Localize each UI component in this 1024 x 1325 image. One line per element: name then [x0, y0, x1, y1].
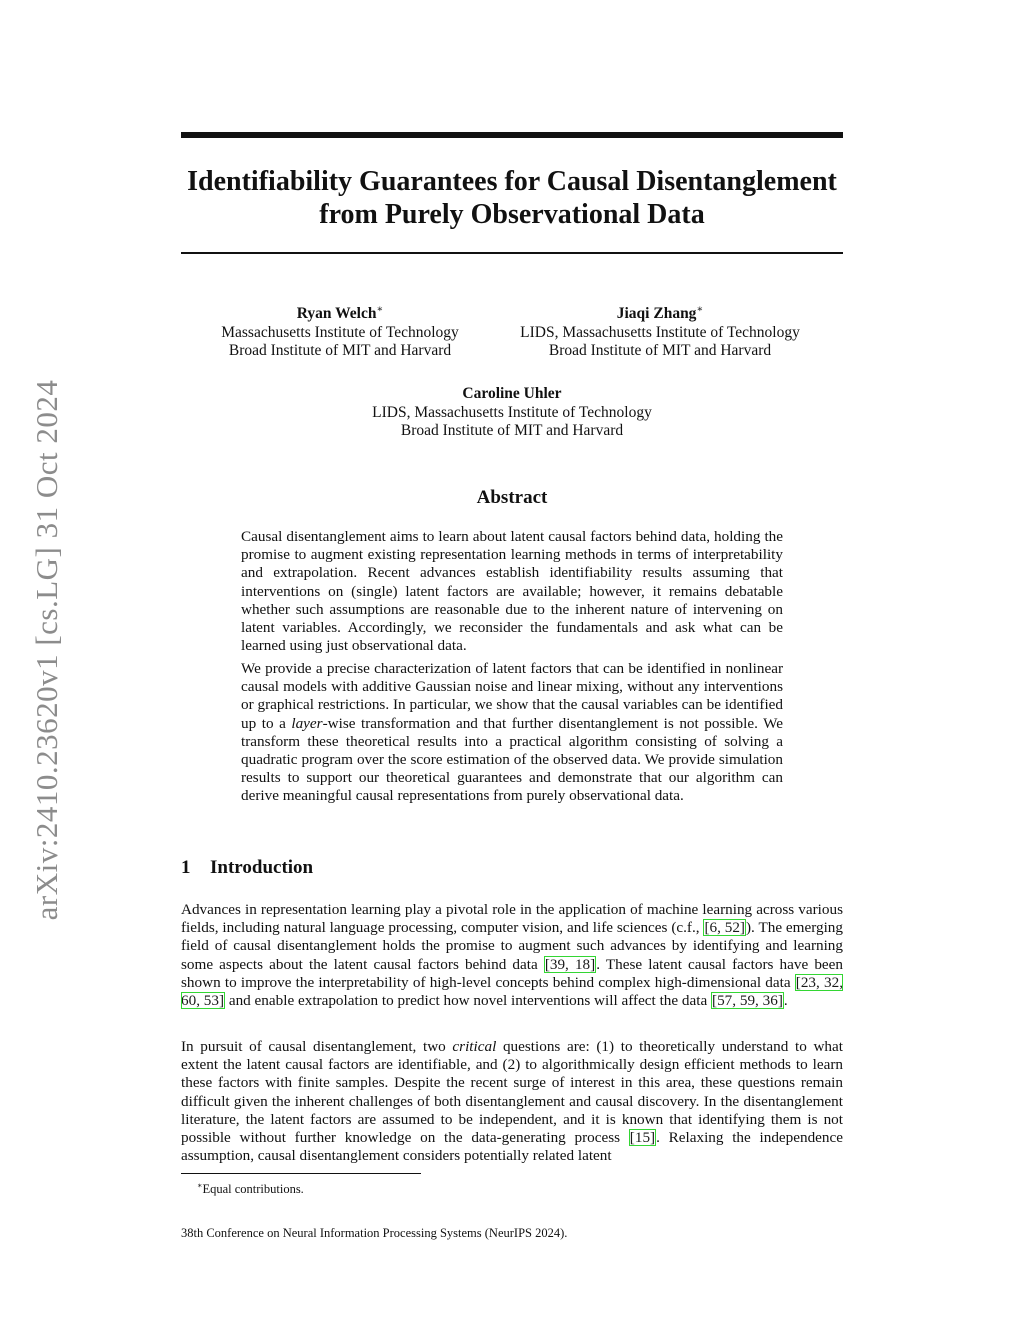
- title-line-2: from Purely Observational Data: [319, 199, 705, 230]
- author-name: Ryan Welch: [296, 305, 377, 323]
- author-affiliation: LIDS, Massachusetts Institute of Technology: [372, 403, 652, 421]
- section-title: Introduction: [210, 857, 314, 878]
- author-block-zhang: [490, 301, 830, 361]
- author-affiliation: Massachusetts Institute of Technology: [221, 323, 459, 341]
- citation-link[interactable]: [57, 59, 36]: [712, 992, 783, 1010]
- citation-link[interactable]: [23, 32, 60, 53]: [181, 973, 843, 1010]
- section-heading-introduction: [181, 857, 313, 879]
- abstract-heading: Abstract: [476, 487, 548, 508]
- emphasis-layer: layer: [291, 714, 323, 732]
- intro-paragraph-1: Advances in representation learning play a pivotal role in the application of machine learning across various fields, including natural language processing, computer vision, and life sciences (c.f., [6, 52]). The emerging field of causal disentanglement holds the promise to augment such advances by identifying and learning some aspects about the latent causal factors behind data [39, 18]. These latent causal factors have been shown to improve the interpretability of high-level concepts behind complex high-dimensional data [23, 32, 60, 53] and enable extrapolation to predict how novel interventions will affect the data [57, 59, 36].: [181, 901, 843, 1010]
- abstract-paragraph-2: We provide a precise characterization of latent factors that can be identified in nonlinear causal models with additive Gaussian noise and linear mixing, without any interventions or graphical restrictions. In particular, we show that the causal variables can be identified up to a layer-wise transformation and that further disentanglement is not possible. We transform these theoretical results into a practical algorithm consisting of solving a quadratic program over the score estimation of the observed data. We provide simulation results to support our theoretical guarantees and demonstrate that our algorithm can derive meaningful causal representations from purely observational data.: [241, 660, 783, 805]
- equal-contrib-mark: ∗: [696, 304, 704, 315]
- author-block-uhler: [312, 385, 712, 441]
- title-rule-bottom: [181, 252, 843, 254]
- author-block-welch: [180, 301, 500, 361]
- author-affiliation: Broad Institute of MIT and Harvard: [228, 342, 452, 360]
- title-line-1: Identifiability Guarantees for Causal Disentanglement: [187, 166, 837, 197]
- footnote: [197, 1178, 304, 1197]
- arxiv-sidebar-stamp: [28, 355, 66, 945]
- citation-link[interactable]: [6, 52]: [704, 919, 745, 937]
- author-affiliation: Broad Institute of MIT and Harvard: [548, 342, 772, 360]
- title-rule-top: [181, 132, 843, 138]
- footnote-mark: ∗: [197, 1181, 203, 1190]
- paper-title: [150, 165, 874, 231]
- citation-link[interactable]: [39, 18]: [544, 955, 596, 973]
- author-name: Caroline Uhler: [462, 385, 562, 402]
- author-name: Jiaqi Zhang: [616, 305, 697, 323]
- intro-paragraph-2: In pursuit of causal disentanglement, two critical questions are: (1) to theoretically understand to what extent the latent causal factors are identifiable, and (2) to algorithmically design efficient methods to learn these factors with finite samples. Despite the recent surge of interest in this area, these questions remain difficult given the inherent challenges of both disentanglement and causal discovery. In the disentanglement literature, the latent factors are assumed to be independent, and it is known that identifying them is not possible without further knowledge on the data-generating process [15]. Relaxing the independence assumption, causal disentanglement considers potentially related latent: [181, 1038, 843, 1165]
- footnote-rule: [181, 1173, 421, 1174]
- arxiv-id: arXiv:2410.23620v1 [cs.LG] 31 Oct 2024: [29, 379, 64, 921]
- equal-contrib-mark: ∗: [376, 304, 384, 315]
- abstract-paragraph-1: Causal disentanglement aims to learn about latent causal factors behind data, holding the promise to augment existing representation learning methods in terms of interpretability and extrapolation. Recent advances establish identifiability results assuming that interventions on (single) latent factors are available; however, it remains debatable whether such assumptions are reasonable due to the inherent nature of intervening on latent variables. Accordingly, we reconsider the fundamentals and ask what can be learned using just observational data.: [241, 528, 783, 655]
- venue-notice: 38th Conference on Neural Information Processing Systems (NeurIPS 2024).: [181, 1226, 568, 1240]
- author-affiliation: Broad Institute of MIT and Harvard: [400, 422, 624, 439]
- citation-link[interactable]: [15]: [629, 1129, 656, 1147]
- footnote-text: Equal contributions.: [202, 1182, 304, 1197]
- author-affiliation: LIDS, Massachusetts Institute of Technology: [520, 323, 800, 341]
- section-number: 1: [181, 857, 191, 878]
- emphasis-critical: critical: [452, 1038, 497, 1055]
